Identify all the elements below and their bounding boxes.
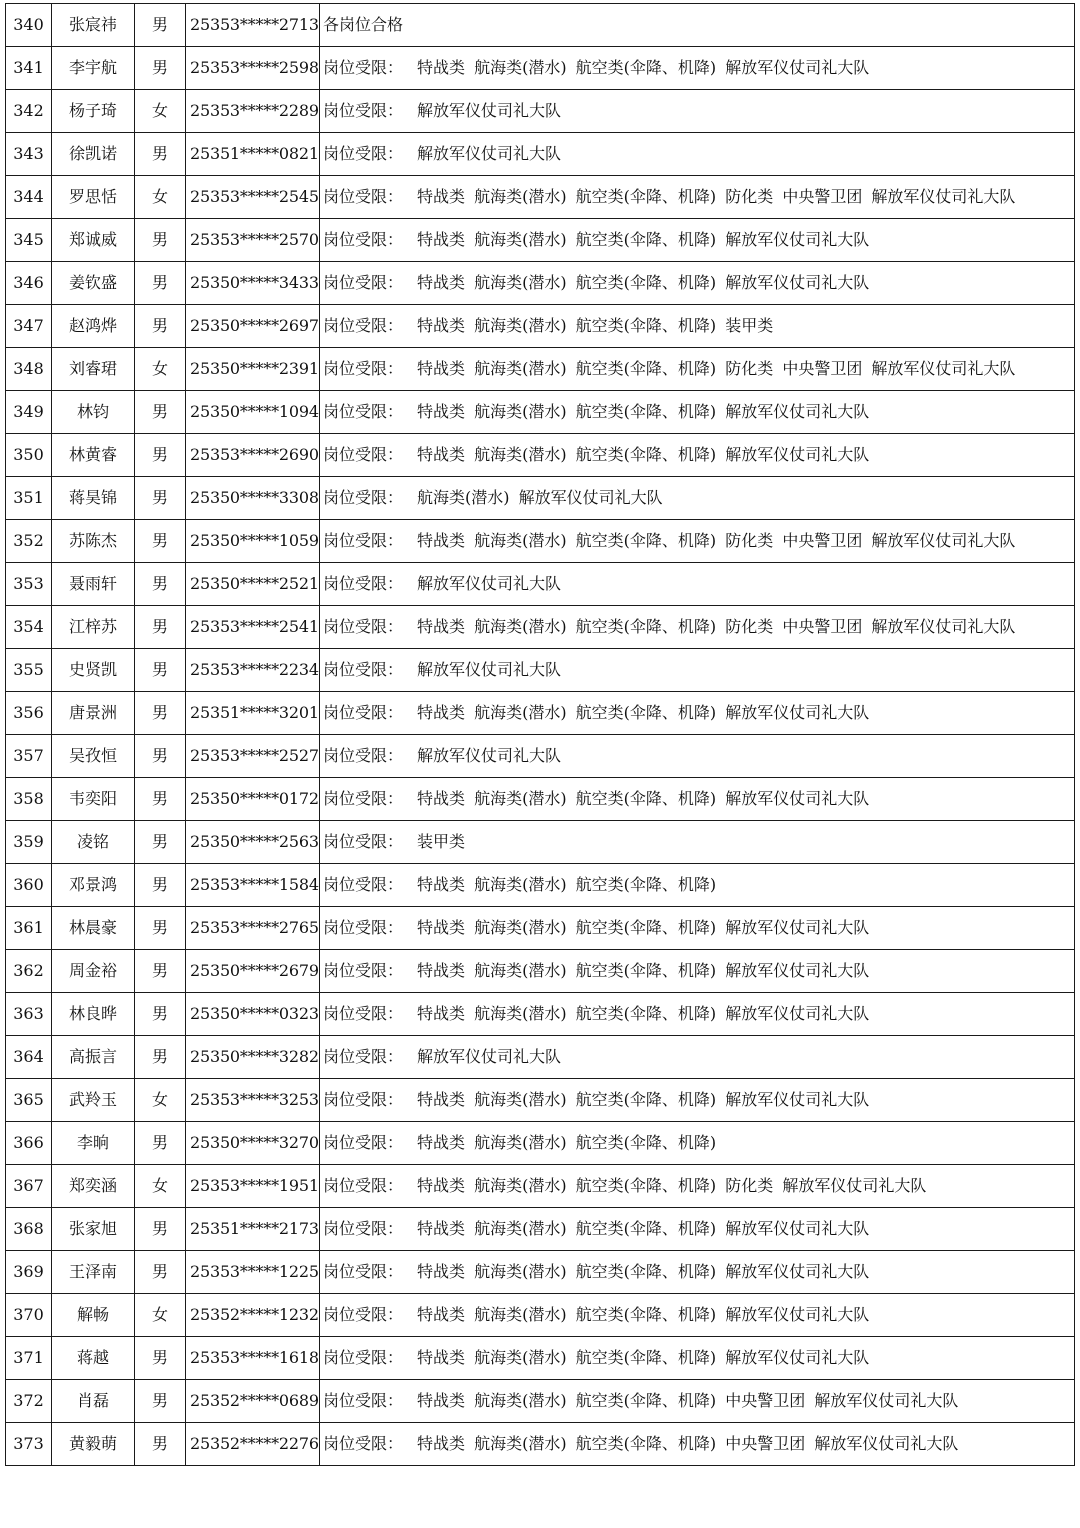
row-number-cell: 370 — [6, 1294, 52, 1337]
restricted-posts: 特战类 航海类(潜水) 航空类(伞降、机降) 防化类 中央警卫团 解放军仪仗司礼大队 — [417, 359, 1016, 378]
name-cell: 邓景鸿 — [52, 864, 135, 907]
id-number-cell: 25353*****2527 — [186, 735, 320, 778]
name-cell: 史贤凯 — [52, 649, 135, 692]
gender-cell: 男 — [135, 821, 186, 864]
table-row — [6, 821, 1075, 864]
row-number-cell: 353 — [6, 563, 52, 606]
id-number-cell: 25351*****0821 — [186, 133, 320, 176]
gender-cell: 男 — [135, 606, 186, 649]
table-row — [6, 1036, 1075, 1079]
name-cell: 杨子琦 — [52, 90, 135, 133]
result-status: 岗位受限： — [323, 531, 404, 550]
restricted-posts: 航海类(潜水) 解放军仪仗司礼大队 — [417, 488, 663, 507]
row-number-cell: 347 — [6, 305, 52, 348]
name-cell: 苏陈杰 — [52, 520, 135, 563]
table-row — [6, 1165, 1075, 1208]
name-cell: 韦奕阳 — [52, 778, 135, 821]
table-row — [6, 477, 1075, 520]
row-number-cell: 348 — [6, 348, 52, 391]
result-status: 岗位受限： — [323, 1262, 404, 1281]
row-number-cell: 341 — [6, 47, 52, 90]
result-status: 岗位受限： — [323, 703, 404, 722]
gender-cell: 男 — [135, 47, 186, 90]
table-row — [6, 176, 1075, 219]
table-row — [6, 1122, 1075, 1165]
result-cell — [320, 950, 1075, 993]
id-number-cell: 25350*****2563 — [186, 821, 320, 864]
result-cell — [320, 907, 1075, 950]
table-row — [6, 1251, 1075, 1294]
result-status: 岗位受限： — [323, 574, 404, 593]
results-table-body — [6, 4, 1075, 1466]
restricted-posts: 特战类 航海类(潜水) 航空类(伞降、机降) 解放军仪仗司礼大队 — [417, 1262, 870, 1281]
name-cell: 武羚玉 — [52, 1079, 135, 1122]
result-status: 岗位受限： — [323, 144, 404, 163]
gender-cell: 男 — [135, 4, 186, 47]
restricted-posts: 特战类 航海类(潜水) 航空类(伞降、机降) 中央警卫团 解放军仪仗司礼大队 — [417, 1434, 959, 1453]
gender-cell: 男 — [135, 262, 186, 305]
result-status: 岗位受限： — [323, 488, 404, 507]
name-cell: 李晌 — [52, 1122, 135, 1165]
gender-cell: 女 — [135, 1294, 186, 1337]
result-status: 岗位受限： — [323, 187, 404, 206]
id-number-cell: 25352*****0689 — [186, 1380, 320, 1423]
id-number-cell: 25350*****2521 — [186, 563, 320, 606]
gender-cell: 女 — [135, 1165, 186, 1208]
id-number-cell: 25353*****2713 — [186, 4, 320, 47]
result-status: 岗位受限： — [323, 1219, 404, 1238]
id-number-cell: 25350*****1059 — [186, 520, 320, 563]
name-cell: 高振言 — [52, 1036, 135, 1079]
result-status: 岗位受限： — [323, 1176, 404, 1195]
gender-cell: 男 — [135, 692, 186, 735]
row-number-cell: 342 — [6, 90, 52, 133]
gender-cell: 男 — [135, 1036, 186, 1079]
id-number-cell: 25350*****1094 — [186, 391, 320, 434]
restricted-posts: 特战类 航海类(潜水) 航空类(伞降、机降) 解放军仪仗司礼大队 — [417, 1348, 870, 1367]
result-cell — [320, 434, 1075, 477]
result-cell — [320, 391, 1075, 434]
result-cell — [320, 90, 1075, 133]
result-cell — [320, 993, 1075, 1036]
id-number-cell: 25350*****2697 — [186, 305, 320, 348]
name-cell: 郑奕涵 — [52, 1165, 135, 1208]
table-row — [6, 1423, 1075, 1466]
restricted-posts: 解放军仪仗司礼大队 — [417, 101, 562, 120]
gender-cell: 男 — [135, 391, 186, 434]
name-cell: 姜钦盛 — [52, 262, 135, 305]
restricted-posts: 解放军仪仗司礼大队 — [417, 1047, 562, 1066]
name-cell: 黄毅萌 — [52, 1423, 135, 1466]
result-cell — [320, 262, 1075, 305]
result-cell — [320, 1337, 1075, 1380]
result-status: 岗位受限： — [323, 1391, 404, 1410]
id-number-cell: 25353*****2598 — [186, 47, 320, 90]
row-number-cell: 343 — [6, 133, 52, 176]
result-status: 岗位受限： — [323, 1434, 404, 1453]
row-number-cell: 359 — [6, 821, 52, 864]
restricted-posts: 特战类 航海类(潜水) 航空类(伞降、机降) 防化类 中央警卫团 解放军仪仗司礼大队 — [417, 187, 1016, 206]
result-cell — [320, 1165, 1075, 1208]
id-number-cell: 25353*****1951 — [186, 1165, 320, 1208]
gender-cell: 女 — [135, 1079, 186, 1122]
gender-cell: 男 — [135, 434, 186, 477]
gender-cell: 男 — [135, 1337, 186, 1380]
gender-cell: 女 — [135, 348, 186, 391]
result-status: 岗位受限： — [323, 789, 404, 808]
result-cell — [320, 735, 1075, 778]
id-number-cell: 25353*****2545 — [186, 176, 320, 219]
row-number-cell: 373 — [6, 1423, 52, 1466]
name-cell: 徐凯诺 — [52, 133, 135, 176]
result-status: 岗位受限： — [323, 1090, 404, 1109]
id-number-cell: 25350*****3282 — [186, 1036, 320, 1079]
result-cell — [320, 520, 1075, 563]
gender-cell: 女 — [135, 176, 186, 219]
row-number-cell: 357 — [6, 735, 52, 778]
result-cell — [320, 563, 1075, 606]
result-status: 岗位受限： — [323, 1004, 404, 1023]
row-number-cell: 344 — [6, 176, 52, 219]
row-number-cell: 356 — [6, 692, 52, 735]
restricted-posts: 特战类 航海类(潜水) 航空类(伞降、机降) 解放军仪仗司礼大队 — [417, 445, 870, 464]
name-cell: 江梓苏 — [52, 606, 135, 649]
table-row — [6, 1208, 1075, 1251]
result-cell — [320, 1380, 1075, 1423]
row-number-cell: 350 — [6, 434, 52, 477]
gender-cell: 男 — [135, 993, 186, 1036]
row-number-cell: 371 — [6, 1337, 52, 1380]
result-status: 岗位受限： — [323, 660, 404, 679]
table-row — [6, 348, 1075, 391]
id-number-cell: 25350*****2679 — [186, 950, 320, 993]
gender-cell: 男 — [135, 219, 186, 262]
name-cell: 林钧 — [52, 391, 135, 434]
name-cell: 张家旭 — [52, 1208, 135, 1251]
result-cell — [320, 606, 1075, 649]
name-cell: 林黄睿 — [52, 434, 135, 477]
result-status: 岗位受限： — [323, 402, 404, 421]
result-cell — [320, 864, 1075, 907]
id-number-cell: 25350*****2391 — [186, 348, 320, 391]
row-number-cell: 340 — [6, 4, 52, 47]
name-cell: 蒋昊锦 — [52, 477, 135, 520]
id-number-cell: 25352*****2276 — [186, 1423, 320, 1466]
result-status: 岗位受限： — [323, 832, 404, 851]
result-status: 岗位受限： — [323, 746, 404, 765]
id-number-cell: 25353*****2234 — [186, 649, 320, 692]
row-number-cell: 366 — [6, 1122, 52, 1165]
restricted-posts: 解放军仪仗司礼大队 — [417, 746, 562, 765]
id-number-cell: 25353*****1584 — [186, 864, 320, 907]
id-number-cell: 25350*****0172 — [186, 778, 320, 821]
restricted-posts: 特战类 航海类(潜水) 航空类(伞降、机降) 防化类 中央警卫团 解放军仪仗司礼大队 — [417, 617, 1016, 636]
row-number-cell: 367 — [6, 1165, 52, 1208]
row-number-cell: 352 — [6, 520, 52, 563]
row-number-cell: 372 — [6, 1380, 52, 1423]
result-cell — [320, 305, 1075, 348]
result-status: 岗位受限： — [323, 316, 404, 335]
name-cell: 唐景洲 — [52, 692, 135, 735]
name-cell: 解畅 — [52, 1294, 135, 1337]
row-number-cell: 346 — [6, 262, 52, 305]
restricted-posts: 装甲类 — [417, 832, 466, 851]
name-cell: 吴孜恒 — [52, 735, 135, 778]
row-number-cell: 363 — [6, 993, 52, 1036]
id-number-cell: 25350*****3308 — [186, 477, 320, 520]
result-status: 岗位受限： — [323, 1047, 404, 1066]
table-row — [6, 649, 1075, 692]
result-status: 岗位受限： — [323, 1133, 404, 1152]
id-number-cell: 25353*****3253 — [186, 1079, 320, 1122]
name-cell: 罗思恬 — [52, 176, 135, 219]
table-row — [6, 434, 1075, 477]
gender-cell: 男 — [135, 907, 186, 950]
result-status: 岗位受限： — [323, 1348, 404, 1367]
gender-cell: 女 — [135, 90, 186, 133]
table-row — [6, 305, 1075, 348]
gender-cell: 男 — [135, 950, 186, 993]
restricted-posts: 特战类 航海类(潜水) 航空类(伞降、机降) 解放军仪仗司礼大队 — [417, 402, 870, 421]
gender-cell: 男 — [135, 778, 186, 821]
id-number-cell: 25351*****3201 — [186, 692, 320, 735]
name-cell: 赵鸿烨 — [52, 305, 135, 348]
restricted-posts: 特战类 航海类(潜水) 航空类(伞降、机降) 解放军仪仗司礼大队 — [417, 703, 870, 722]
results-table — [5, 3, 1075, 1466]
restricted-posts: 特战类 航海类(潜水) 航空类(伞降、机降) — [417, 1133, 717, 1152]
row-number-cell: 355 — [6, 649, 52, 692]
result-status: 岗位受限： — [323, 918, 404, 937]
result-status: 岗位受限： — [323, 230, 404, 249]
name-cell: 聂雨轩 — [52, 563, 135, 606]
result-status: 岗位受限： — [323, 961, 404, 980]
row-number-cell: 365 — [6, 1079, 52, 1122]
result-cell — [320, 1079, 1075, 1122]
table-row — [6, 520, 1075, 563]
gender-cell: 男 — [135, 133, 186, 176]
result-cell — [320, 348, 1075, 391]
id-number-cell: 25350*****3433 — [186, 262, 320, 305]
restricted-posts: 特战类 航海类(潜水) 航空类(伞降、机降) 解放军仪仗司礼大队 — [417, 230, 870, 249]
gender-cell: 男 — [135, 1122, 186, 1165]
restricted-posts: 特战类 航海类(潜水) 航空类(伞降、机降) 解放军仪仗司礼大队 — [417, 918, 870, 937]
id-number-cell: 25350*****3270 — [186, 1122, 320, 1165]
table-row — [6, 133, 1075, 176]
id-number-cell: 25353*****2690 — [186, 434, 320, 477]
restricted-posts: 特战类 航海类(潜水) 航空类(伞降、机降) 解放军仪仗司礼大队 — [417, 273, 870, 292]
name-cell: 王泽南 — [52, 1251, 135, 1294]
name-cell: 林良晔 — [52, 993, 135, 1036]
restricted-posts: 特战类 航海类(潜水) 航空类(伞降、机降) 解放军仪仗司礼大队 — [417, 1219, 870, 1238]
table-row — [6, 391, 1075, 434]
result-cell — [320, 778, 1075, 821]
result-status: 岗位受限： — [323, 875, 404, 894]
row-number-cell: 351 — [6, 477, 52, 520]
row-number-cell: 368 — [6, 1208, 52, 1251]
result-cell — [320, 4, 1075, 47]
table-row — [6, 1294, 1075, 1337]
row-number-cell: 362 — [6, 950, 52, 993]
restricted-posts: 特战类 航海类(潜水) 航空类(伞降、机降) 防化类 解放军仪仗司礼大队 — [417, 1176, 927, 1195]
table-row — [6, 1079, 1075, 1122]
result-cell — [320, 1122, 1075, 1165]
row-number-cell: 354 — [6, 606, 52, 649]
restricted-posts: 解放军仪仗司礼大队 — [417, 144, 562, 163]
restricted-posts: 特战类 航海类(潜水) 航空类(伞降、机降) 中央警卫团 解放军仪仗司礼大队 — [417, 1391, 959, 1410]
name-cell: 张宸祎 — [52, 4, 135, 47]
result-status: 岗位受限： — [323, 617, 404, 636]
gender-cell: 男 — [135, 735, 186, 778]
gender-cell: 男 — [135, 520, 186, 563]
row-number-cell: 358 — [6, 778, 52, 821]
name-cell: 林晨豪 — [52, 907, 135, 950]
id-number-cell: 25353*****1225 — [186, 1251, 320, 1294]
name-cell: 郑诚威 — [52, 219, 135, 262]
result-cell — [320, 1423, 1075, 1466]
result-cell — [320, 1294, 1075, 1337]
gender-cell: 男 — [135, 1251, 186, 1294]
gender-cell: 男 — [135, 477, 186, 520]
table-row — [6, 563, 1075, 606]
name-cell: 李宇航 — [52, 47, 135, 90]
result-cell — [320, 821, 1075, 864]
id-number-cell: 25352*****1232 — [186, 1294, 320, 1337]
table-row — [6, 219, 1075, 262]
row-number-cell: 361 — [6, 907, 52, 950]
result-cell — [320, 176, 1075, 219]
name-cell: 凌铭 — [52, 821, 135, 864]
row-number-cell: 360 — [6, 864, 52, 907]
gender-cell: 男 — [135, 1208, 186, 1251]
table-row — [6, 47, 1075, 90]
gender-cell: 男 — [135, 1423, 186, 1466]
table-row — [6, 735, 1075, 778]
restricted-posts: 特战类 航海类(潜水) 航空类(伞降、机降) 解放军仪仗司礼大队 — [417, 1090, 870, 1109]
name-cell: 蒋越 — [52, 1337, 135, 1380]
id-number-cell: 25350*****0323 — [186, 993, 320, 1036]
restricted-posts: 特战类 航海类(潜水) 航空类(伞降、机降) 装甲类 — [417, 316, 774, 335]
restricted-posts: 特战类 航海类(潜水) 航空类(伞降、机降) 防化类 中央警卫团 解放军仪仗司礼大队 — [417, 531, 1016, 550]
result-status: 岗位受限： — [323, 1305, 404, 1324]
result-cell — [320, 133, 1075, 176]
result-status: 岗位受限： — [323, 359, 404, 378]
id-number-cell: 25351*****2173 — [186, 1208, 320, 1251]
gender-cell: 男 — [135, 305, 186, 348]
table-row — [6, 4, 1075, 47]
name-cell: 刘睿珺 — [52, 348, 135, 391]
restricted-posts: 解放军仪仗司礼大队 — [417, 660, 562, 679]
result-cell — [320, 219, 1075, 262]
table-row — [6, 993, 1075, 1036]
id-number-cell: 25353*****1618 — [186, 1337, 320, 1380]
result-cell — [320, 477, 1075, 520]
id-number-cell: 25353*****2541 — [186, 606, 320, 649]
table-row — [6, 606, 1075, 649]
row-number-cell: 349 — [6, 391, 52, 434]
result-cell — [320, 1251, 1075, 1294]
result-cell — [320, 649, 1075, 692]
result-status: 岗位受限： — [323, 101, 404, 120]
id-number-cell: 25353*****2765 — [186, 907, 320, 950]
result-cell — [320, 1036, 1075, 1079]
table-row — [6, 907, 1075, 950]
restricted-posts: 特战类 航海类(潜水) 航空类(伞降、机降) 解放军仪仗司礼大队 — [417, 1004, 870, 1023]
row-number-cell: 369 — [6, 1251, 52, 1294]
result-status: 各岗位合格 — [323, 15, 404, 34]
table-row — [6, 778, 1075, 821]
gender-cell: 男 — [135, 864, 186, 907]
table-row — [6, 1380, 1075, 1423]
restricted-posts: 特战类 航海类(潜水) 航空类(伞降、机降) 解放军仪仗司礼大队 — [417, 1305, 870, 1324]
name-cell: 周金裕 — [52, 950, 135, 993]
table-row — [6, 692, 1075, 735]
result-cell — [320, 692, 1075, 735]
name-cell: 肖磊 — [52, 1380, 135, 1423]
row-number-cell: 364 — [6, 1036, 52, 1079]
restricted-posts: 特战类 航海类(潜水) 航空类(伞降、机降) 解放军仪仗司礼大队 — [417, 58, 870, 77]
result-cell — [320, 47, 1075, 90]
restricted-posts: 特战类 航海类(潜水) 航空类(伞降、机降) — [417, 875, 717, 894]
table-row — [6, 1337, 1075, 1380]
restricted-posts: 解放军仪仗司礼大队 — [417, 574, 562, 593]
table-row — [6, 262, 1075, 305]
table-row — [6, 950, 1075, 993]
gender-cell: 男 — [135, 1380, 186, 1423]
result-status: 岗位受限： — [323, 273, 404, 292]
gender-cell: 男 — [135, 649, 186, 692]
result-status: 岗位受限： — [323, 445, 404, 464]
result-status: 岗位受限： — [323, 58, 404, 77]
result-cell — [320, 1208, 1075, 1251]
restricted-posts: 特战类 航海类(潜水) 航空类(伞降、机降) 解放军仪仗司礼大队 — [417, 961, 870, 980]
restricted-posts: 特战类 航海类(潜水) 航空类(伞降、机降) 解放军仪仗司礼大队 — [417, 789, 870, 808]
id-number-cell: 25353*****2570 — [186, 219, 320, 262]
id-number-cell: 25353*****2289 — [186, 90, 320, 133]
gender-cell: 男 — [135, 563, 186, 606]
table-row — [6, 864, 1075, 907]
row-number-cell: 345 — [6, 219, 52, 262]
table-row — [6, 90, 1075, 133]
